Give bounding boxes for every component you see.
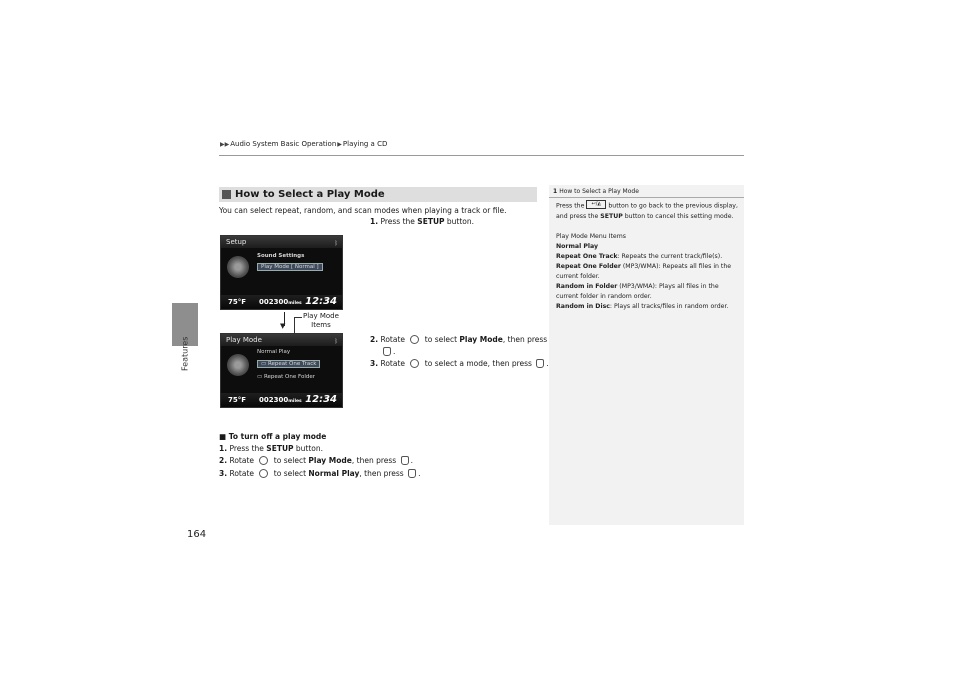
breadcrumb-item: Audio System Basic Operation <box>230 140 337 148</box>
selector-knob-icon <box>410 359 419 368</box>
odometer-value: 002300 <box>259 396 289 404</box>
menu-item-desc: : Repeats the current track/file(s). <box>617 252 723 260</box>
step-text: . <box>546 359 549 368</box>
screen-menu-item: Sound Settings <box>257 253 305 259</box>
screen-menu-item: Repeat One Folder <box>263 374 316 380</box>
play-mode-key-label: Play Mode <box>308 456 352 465</box>
note-text: button to go back to the previous display, and press the <box>556 202 738 220</box>
intro-text: You can select repeat, random, and scan modes when playing a track or file. <box>219 206 507 215</box>
step-text: Rotate <box>380 335 408 344</box>
menu-item-entry <box>556 282 739 302</box>
callout-leader <box>294 317 302 318</box>
step-text: to select <box>422 335 460 344</box>
breadcrumb <box>219 140 387 148</box>
arrow-down-icon: ▼ <box>280 322 286 330</box>
setup-screen-image <box>220 235 343 310</box>
note-divider <box>549 197 744 198</box>
subsection-square-icon: ■ <box>219 432 227 441</box>
press-knob-icon <box>401 456 409 465</box>
bluetooth-icon: ᛒ <box>334 338 338 345</box>
play-mode-key-label: Play Mode <box>459 335 503 344</box>
step-text: Press the <box>380 217 418 226</box>
menu-item-desc: : Plays all tracks/files in random order. <box>609 302 729 310</box>
menu-item-entry <box>556 252 739 262</box>
press-knob-icon <box>408 469 416 478</box>
section-title: How to Select a Play Mode <box>235 189 385 200</box>
step-text: to select <box>271 469 309 478</box>
screen-titlebar <box>221 236 342 248</box>
step-number: 3. <box>219 469 228 478</box>
odometer-unit: miles <box>288 399 302 404</box>
step-2-continued <box>381 347 395 357</box>
menu-item-name: Normal Play <box>556 242 599 250</box>
step-text: button. <box>293 444 324 453</box>
menu-item-entry <box>556 242 739 252</box>
chapter-label: Features <box>180 336 190 372</box>
section-heading <box>219 187 537 202</box>
turn-off-step-3 <box>219 469 420 479</box>
press-knob-icon <box>383 347 391 356</box>
clock-readout: 12:34 <box>305 394 337 405</box>
header-divider <box>219 155 744 156</box>
callout-label <box>303 312 339 330</box>
breadcrumb-arrow-icon: ▶ <box>337 141 342 148</box>
selector-knob-icon <box>410 335 419 344</box>
step-3 <box>370 359 549 369</box>
odometer-readout <box>259 396 302 404</box>
note-title <box>553 188 639 195</box>
setup-key-label: SETUP <box>417 217 445 226</box>
menu-item-label: Repeat One Track <box>267 361 317 367</box>
temperature-readout: 75°F <box>228 396 247 404</box>
menu-items-heading: Play Mode Menu Items <box>556 232 626 240</box>
step-text: . <box>393 347 396 356</box>
step-text: Rotate <box>229 456 257 465</box>
step-text: , then press <box>359 469 407 478</box>
note-paragraph <box>556 201 739 222</box>
menu-item-name: Random in Folder <box>556 282 618 290</box>
screen-menu-item-selected: Play Mode [ Normal ] <box>257 263 323 271</box>
step-text: to select <box>271 456 309 465</box>
setup-key-label: SETUP <box>266 444 294 453</box>
turn-off-step-2 <box>219 456 413 466</box>
step-text: Rotate <box>380 359 408 368</box>
callout-line-1: Play Mode <box>303 312 339 320</box>
screen-status-bar <box>221 393 342 407</box>
turn-off-step-1 <box>219 444 323 453</box>
step-1 <box>370 217 474 226</box>
step-text: , then press <box>351 456 399 465</box>
menu-item-desc: (MP3/WMA): Plays all files in the current folder in random order. <box>556 282 719 300</box>
step-number: 2. <box>219 456 228 465</box>
odometer-readout <box>259 298 302 306</box>
step-number: 2. <box>370 335 379 344</box>
selector-knob-icon <box>259 469 268 478</box>
callout-line-2: Items <box>311 321 331 329</box>
knob-graphic-icon <box>227 354 249 376</box>
odometer-value: 002300 <box>259 298 289 306</box>
step-text: Press the <box>229 444 267 453</box>
bluetooth-icon: ᛒ <box>334 240 338 247</box>
screen-menu-item: Normal Play <box>257 349 291 355</box>
note-text: Press the <box>556 202 587 210</box>
temperature-readout: 75°F <box>228 298 247 306</box>
menu-item-desc: (MP3/WMA): Repeats all files in the current folder. <box>556 262 732 280</box>
step-number: 1. <box>370 217 379 226</box>
back-button-icon: ↩/◭ <box>586 200 606 209</box>
note-text: button to cancel this setting mode. <box>622 212 734 220</box>
normal-play-key-label: Normal Play <box>308 469 360 478</box>
side-note-panel <box>549 185 744 525</box>
menu-item-name: Repeat One Track <box>556 252 618 260</box>
menu-item-entry <box>556 262 739 282</box>
menu-items-list <box>556 232 739 312</box>
subsection-heading <box>219 432 326 441</box>
step-text: . <box>410 456 413 465</box>
menu-item-name: Repeat One Folder <box>556 262 621 270</box>
step-text: . <box>418 469 421 478</box>
step-text: , then press <box>502 335 548 344</box>
screen-title: Play Mode <box>226 336 262 344</box>
step-text: button. <box>444 217 475 226</box>
screen-title: Setup <box>226 238 247 246</box>
section-square-icon <box>222 190 231 199</box>
subsection-title: To turn off a play mode <box>228 432 327 441</box>
step-number: 1. <box>219 444 228 453</box>
breadcrumb-arrow-icon: ▶▶ <box>220 141 230 148</box>
step-text: to select a mode, then press <box>422 359 535 368</box>
selector-knob-icon <box>259 456 268 465</box>
press-knob-icon <box>536 359 544 368</box>
setup-key-label: SETUP <box>600 212 623 220</box>
step-text: Rotate <box>229 469 257 478</box>
menu-item-name: Random in Disc <box>556 302 610 310</box>
step-2 <box>370 335 547 345</box>
knob-graphic-icon <box>227 256 249 278</box>
screen-menu-item-selected: ▭ Repeat One Track <box>257 360 320 368</box>
step-number: 3. <box>370 359 379 368</box>
breadcrumb-item: Playing a CD <box>342 140 388 148</box>
note-body <box>556 201 739 312</box>
menu-item-entry <box>556 302 739 312</box>
odometer-unit: miles <box>288 301 302 306</box>
screen-titlebar <box>221 334 342 346</box>
note-title-text: How to Select a Play Mode <box>559 188 639 195</box>
reference-icon: 1 <box>553 188 558 195</box>
clock-readout: 12:34 <box>305 296 337 307</box>
page-number: 164 <box>187 529 207 540</box>
play-mode-screen-image: Play Mode ᛒ Normal Play ▭ Repeat One Track ▭ Repeat One Folder 75°F 002300miles 12:34 <box>220 333 343 408</box>
screen-status-bar <box>221 295 342 309</box>
